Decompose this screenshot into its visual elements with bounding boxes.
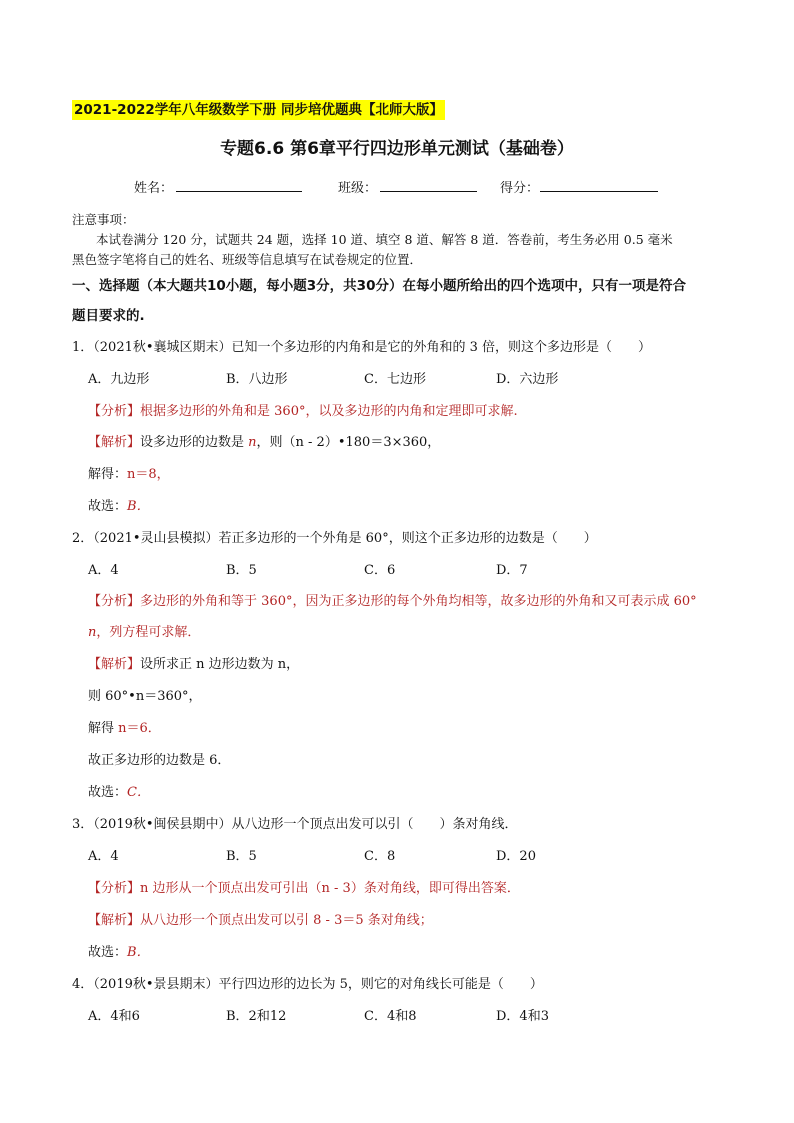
solve-value: n＝8， [127, 467, 170, 482]
page-title: 专题6.6 第6章平行四边形单元测试（基础卷） [220, 139, 574, 159]
question-4-stem: 4．（2019秋•景县期末）平行四边形的边长为 5，则它的对角线长可能是（ ） [72, 977, 543, 992]
question-4-option-a: A．4和6 [88, 1009, 140, 1024]
notice-line-2: 黑色签字笔将自己的姓名、班级等信息填写在试卷规定的位置． [72, 252, 423, 267]
answer-label: 故选： [88, 499, 128, 514]
question-2-stem: 2．（2021•灵山县模拟）若正多边形的一个外角是 60°，则这个正多边形的边数是（ ） [72, 531, 597, 546]
question-2-analysis-cont [88, 621, 200, 640]
question-1-stem: 1．（2021秋•襄城区期末）已知一个多边形的内角和是它的外角和的 3 倍，则这个多边形是（ ） [72, 340, 652, 355]
question-3-answer [88, 941, 150, 960]
analysis-tag: 【分析】 [88, 404, 141, 419]
answer-label: 故选： [88, 785, 128, 800]
class-label: 班级： [338, 181, 378, 196]
question-3-option-b: B．5 [226, 849, 257, 864]
series-header-tag: 2021-2022学年八年级数学下册 同步培优题典【北师大版】 [74, 102, 443, 118]
score-field[interactable] [540, 191, 658, 192]
solve-value: n＝6． [118, 721, 161, 736]
question-2-option-b: B．5 [226, 563, 257, 578]
question-3-analysis [88, 877, 520, 896]
variable-n: n [88, 625, 97, 640]
section-heading-line-2: 题目要求的. [72, 308, 145, 324]
solution-tag: 【解析】 [88, 435, 141, 450]
solution-tag: 【解析】 [88, 657, 141, 672]
solution-equation: ，则（n - 2）•180＝3×360， [256, 435, 441, 450]
question-2-option-c: C．6 [364, 563, 396, 578]
question-3-solution [88, 909, 433, 928]
question-1-option-b: B．八边形 [226, 372, 288, 387]
solve-label: 解得： [88, 467, 128, 482]
question-1-option-c: C．七边形 [364, 372, 426, 387]
solution-text: 设多边形的边数是 [140, 435, 249, 450]
analysis-text: 根据多边形的外角和是 360°，以及多边形的内角和定理即可求解. [140, 404, 518, 419]
question-2-analysis [88, 590, 697, 609]
analysis-text-cont: ，列方程可求解． [96, 625, 201, 640]
question-2-answer [88, 781, 150, 800]
question-3-stem: 3．（2019秋•闽侯县期中）从八边形一个顶点出发可以引（ ）条对角线． [72, 817, 518, 832]
question-1-analysis [88, 400, 518, 419]
question-1-solve [88, 463, 170, 482]
answer-label: 故选： [88, 945, 128, 960]
question-2-option-a: A．4 [88, 563, 119, 578]
section-heading-line-1: 一、选择题（本大题共10小题，每小题3分，共30分）在每小题所给出的四个选项中，只有一项是符合 [72, 278, 686, 294]
question-4-option-c: C．4和8 [364, 1009, 417, 1024]
analysis-text: n 边形从一个顶点出发可引出（n - 3）条对角线，即可得出答案． [140, 881, 520, 896]
name-label: 姓名： [134, 181, 174, 196]
solution-text: 设所求正 n 边形边数为 n， [140, 657, 300, 672]
answer-value: B． [127, 499, 150, 514]
analysis-text: 多边形的外角和等于 360°，因为正多边形的每个外角均相等，故多边形的外角和又可表示成 60° [140, 594, 697, 609]
question-3-option-c: C．8 [364, 849, 396, 864]
question-3-option-d: D．20 [496, 849, 536, 864]
answer-value: B． [127, 945, 150, 960]
question-3-option-a: A．4 [88, 849, 119, 864]
analysis-tag: 【分析】 [88, 594, 141, 609]
question-1-solution [88, 431, 440, 450]
question-2-option-d: D．7 [496, 563, 528, 578]
question-1-answer [88, 495, 150, 514]
answer-value: C． [127, 785, 150, 800]
name-field[interactable] [176, 191, 302, 192]
question-2-solution [88, 653, 299, 672]
notice-line-1: 本试卷满分 120 分，试题共 24 题，选择 10 道、填空 8 道、解答 8 道．答卷前，考生务必用 0.5 毫米 [96, 232, 673, 247]
question-2-step-3: 故正多边形的边数是 6． [88, 753, 231, 768]
question-1-option-a: A．九边形 [88, 372, 150, 387]
class-field[interactable] [380, 191, 477, 192]
question-1-option-d: D．六边形 [496, 372, 559, 387]
solution-text: 从八边形一个顶点出发可以引 8 - 3＝5 条对角线； [140, 913, 433, 928]
question-4-option-d: D．4和3 [496, 1009, 549, 1024]
notice-heading: 注意事项： [72, 212, 135, 227]
score-label: 得分： [500, 181, 540, 196]
solution-tag: 【解析】 [88, 913, 141, 928]
analysis-tag: 【分析】 [88, 881, 141, 896]
question-2-step-2 [88, 717, 161, 736]
variable-n: n [248, 435, 257, 450]
question-4-option-b: B．2和12 [226, 1009, 287, 1024]
solve-label: 解得 [88, 721, 119, 736]
question-2-step-1: 则 60°•n＝360°， [88, 689, 202, 704]
